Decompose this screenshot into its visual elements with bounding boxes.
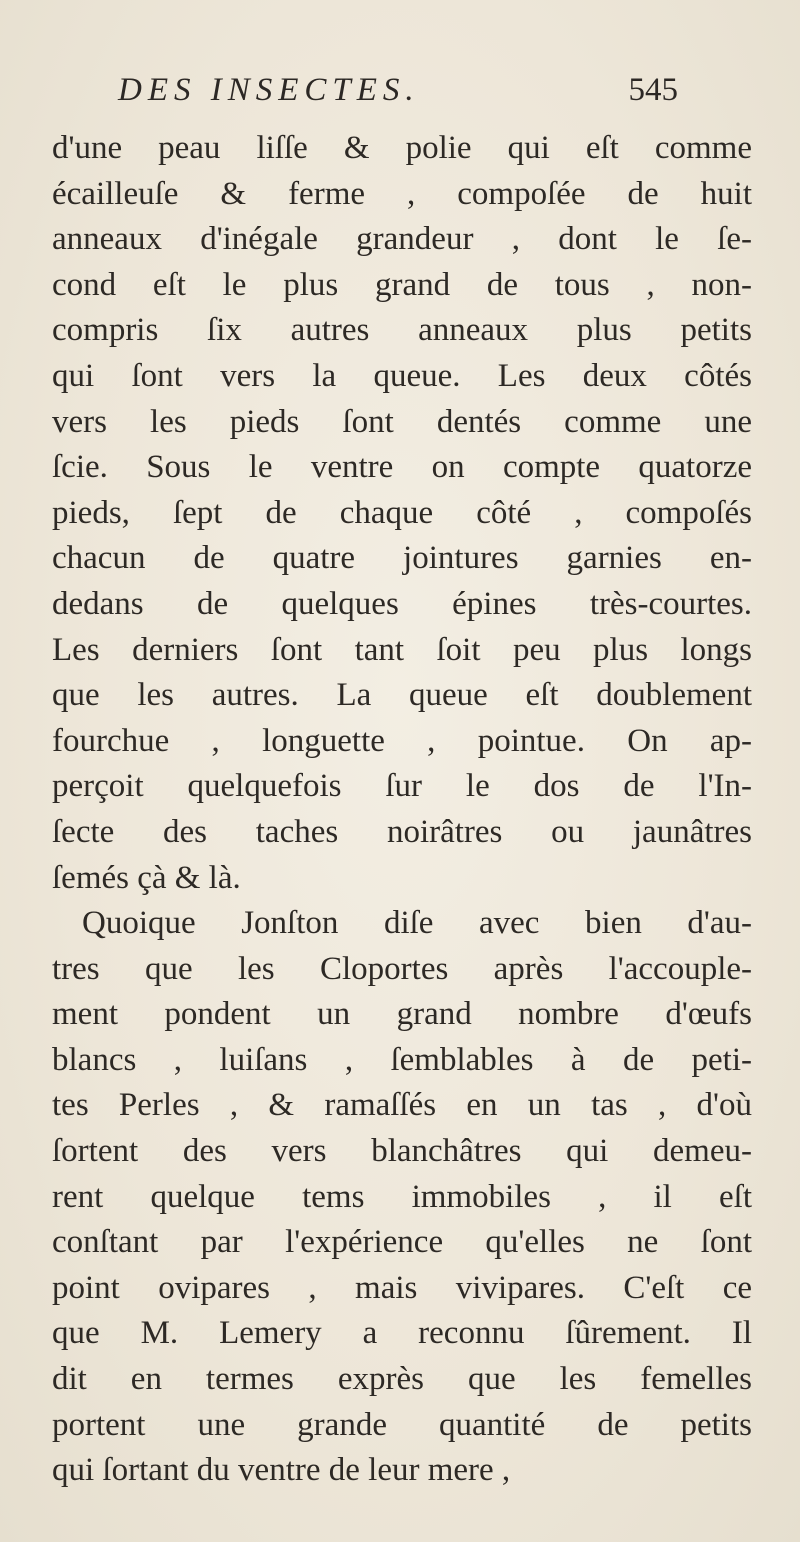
text-line: ment pondent un grand nombre d'œufs [52,996,752,1033]
text-line: anneaux d'inégale grandeur , dont le ſe- [52,221,752,258]
text-line: tres que les Cloportes après l'accouple- [52,950,752,987]
text-line: Quoique Jonſton diſe avec bien d'au- [82,905,752,942]
text-line: que M. Lemery a reconnu ſûrement. Il [52,1315,752,1352]
body-text [52,126,752,1494]
text-line: dit en termes exprès que les femelles [52,1361,752,1398]
text-line: ſcie. Sous le ventre on compte quatorze [52,449,752,486]
text-line: point ovipares , mais vivipares. C'eſt ce [52,1269,752,1306]
text-line: perçoit quelquefois ſur le dos de l'In- [52,768,752,805]
text-line: qui ſont vers la queue. Les deux côtés [52,357,752,394]
text-line: ſemés çà & là. [52,859,241,896]
text-line: conſtant par l'expérience qu'elles ne ſont [52,1224,752,1261]
text-line: écailleuſe & ferme , compoſée de huit [52,175,752,212]
running-title: DES INSECTES. [118,72,420,108]
text-line: qui ſortant du ventre de leur mere , [52,1452,511,1489]
text-line: cond eſt le plus grand de tous , non- [52,266,752,303]
text-line: rent quelque tems immobiles , il eſt [52,1178,752,1215]
text-line: ſortent des vers blanchâtres qui demeu- [52,1133,752,1170]
page-number: 545 [628,72,678,108]
text-line: compris ſix autres anneaux plus petits [52,312,752,349]
text-line: d'une peau liſſe & polie qui eſt comme [52,130,752,166]
text-line: blancs , luiſans , ſemblables à de peti- [52,1041,752,1078]
text-line: tes Perles , & ramaſſés en un tas , d'où [52,1087,752,1124]
text-line: fourchue , longuette , pointue. On ap- [52,722,752,759]
text-line: dedans de quelques épines très-courtes. [52,585,752,622]
text-line: chacun de quatre jointures garnies en- [52,540,752,577]
text-line: portent une grande quantité de petits [52,1406,752,1443]
text-line: pieds, ſept de chaque côté , compoſés [52,494,752,531]
page-header [118,72,678,116]
text-line: vers les pieds ſont dentés comme une [52,403,752,440]
text-line: que les autres. La queue eſt doublement [52,677,752,714]
text-line: Les derniers ſont tant ſoit peu plus longs [52,631,752,668]
text-line: ſecte des taches noirâtres ou jaunâtres [52,813,752,850]
